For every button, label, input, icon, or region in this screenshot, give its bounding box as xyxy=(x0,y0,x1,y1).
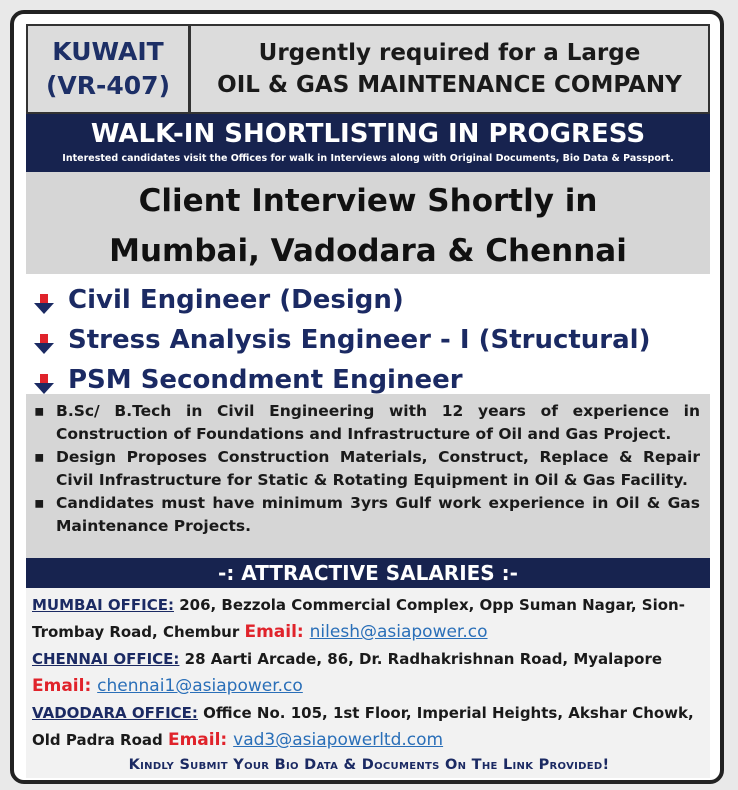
requirement-item xyxy=(34,446,700,492)
company-type: OIL & GAS MAINTENANCE COMPANY xyxy=(217,72,682,98)
location-box xyxy=(28,26,191,112)
office-name: VADODARA OFFICE: xyxy=(32,704,198,722)
office-mumbai xyxy=(32,592,706,646)
offices-section xyxy=(26,588,710,778)
client-line-1: Client Interview Shortly in xyxy=(138,183,598,219)
country: KUWAIT xyxy=(52,37,164,66)
down-arrow-icon xyxy=(32,328,56,352)
requirements-list xyxy=(26,394,710,558)
walkin-subtitle: Interested candidates visit the Offices for walk in Interviews along with Original Documents, Bio Data & Passport. xyxy=(62,153,674,164)
square-bullet-icon: ▪ xyxy=(34,448,45,466)
reference-code: (VR-407) xyxy=(45,71,170,100)
square-bullet-icon: ▪ xyxy=(34,402,45,420)
ad-frame xyxy=(10,10,724,784)
email-link[interactable]: chennai1@asiapower.co xyxy=(97,676,303,696)
office-chennai xyxy=(32,646,706,700)
office-name: MUMBAI OFFICE: xyxy=(32,596,174,614)
header-line-1: Urgently required for a Large xyxy=(258,40,641,66)
header xyxy=(26,24,710,114)
requirement-text: Design Proposes Construction Materials, Construct, Replace & Repair Civil Infrastructure for Static & Rotating Equipment in Oil & Gas Facility. xyxy=(56,448,700,489)
company-box xyxy=(191,26,708,112)
position-title: Stress Analysis Engineer - I (Structural) xyxy=(68,325,651,355)
client-line-2: Mumbai, Vadodara & Chennai xyxy=(109,233,627,269)
requirement-text: Candidates must have minimum 3yrs Gulf work experience in Oil & Gas Maintenance Projects. xyxy=(56,494,700,535)
email-label: Email: xyxy=(167,730,234,750)
office-vadodara xyxy=(32,700,706,754)
position-item xyxy=(32,320,710,360)
email-link[interactable]: nilesh@asiapower.co xyxy=(309,622,488,642)
walkin-banner xyxy=(26,114,710,172)
down-arrow-icon xyxy=(32,368,56,392)
walkin-title: WALK-IN SHORTLISTING IN PROGRESS xyxy=(90,119,646,149)
office-address: 28 Aarti Arcade, 86, Dr. Radhakrishnan Road, Myalapore xyxy=(179,650,663,668)
email-label: Email: xyxy=(244,622,310,642)
office-name: CHENNAI OFFICE: xyxy=(32,650,180,668)
position-title: Civil Engineer (Design) xyxy=(68,285,404,315)
client-interview-banner xyxy=(26,172,710,274)
position-title: PSM Secondment Engineer xyxy=(68,365,463,395)
email-link[interactable]: vad3@asiapowerltd.com xyxy=(233,730,444,750)
down-arrow-icon xyxy=(32,288,56,312)
requirement-item xyxy=(34,492,700,538)
email-label: Email: xyxy=(32,676,98,696)
positions-list xyxy=(26,274,710,394)
office-address: Office No. 105, 1st Floor, Imperial Heights, Akshar Chowk, Old Padra Road xyxy=(32,704,694,749)
square-bullet-icon: ▪ xyxy=(34,494,45,512)
position-item xyxy=(32,280,710,320)
ad-content xyxy=(26,24,710,778)
requirement-text: B.Sc/ B.Tech in Civil Engineering with 12 years of experience in Construction of Foundations and Infrastructure of Oil and Gas Project. xyxy=(56,402,700,443)
salaries-banner: -: ATTRACTIVE SALARIES :- xyxy=(26,558,710,588)
office-address: 206, Bezzola Commercial Complex, Opp Suman Nagar, Sion-Trombay Road, Chembur xyxy=(32,596,685,641)
requirement-item xyxy=(34,400,700,446)
submit-notice: Kindly Submit Your Bio Data & Documents On The Link Provided! xyxy=(128,757,610,773)
